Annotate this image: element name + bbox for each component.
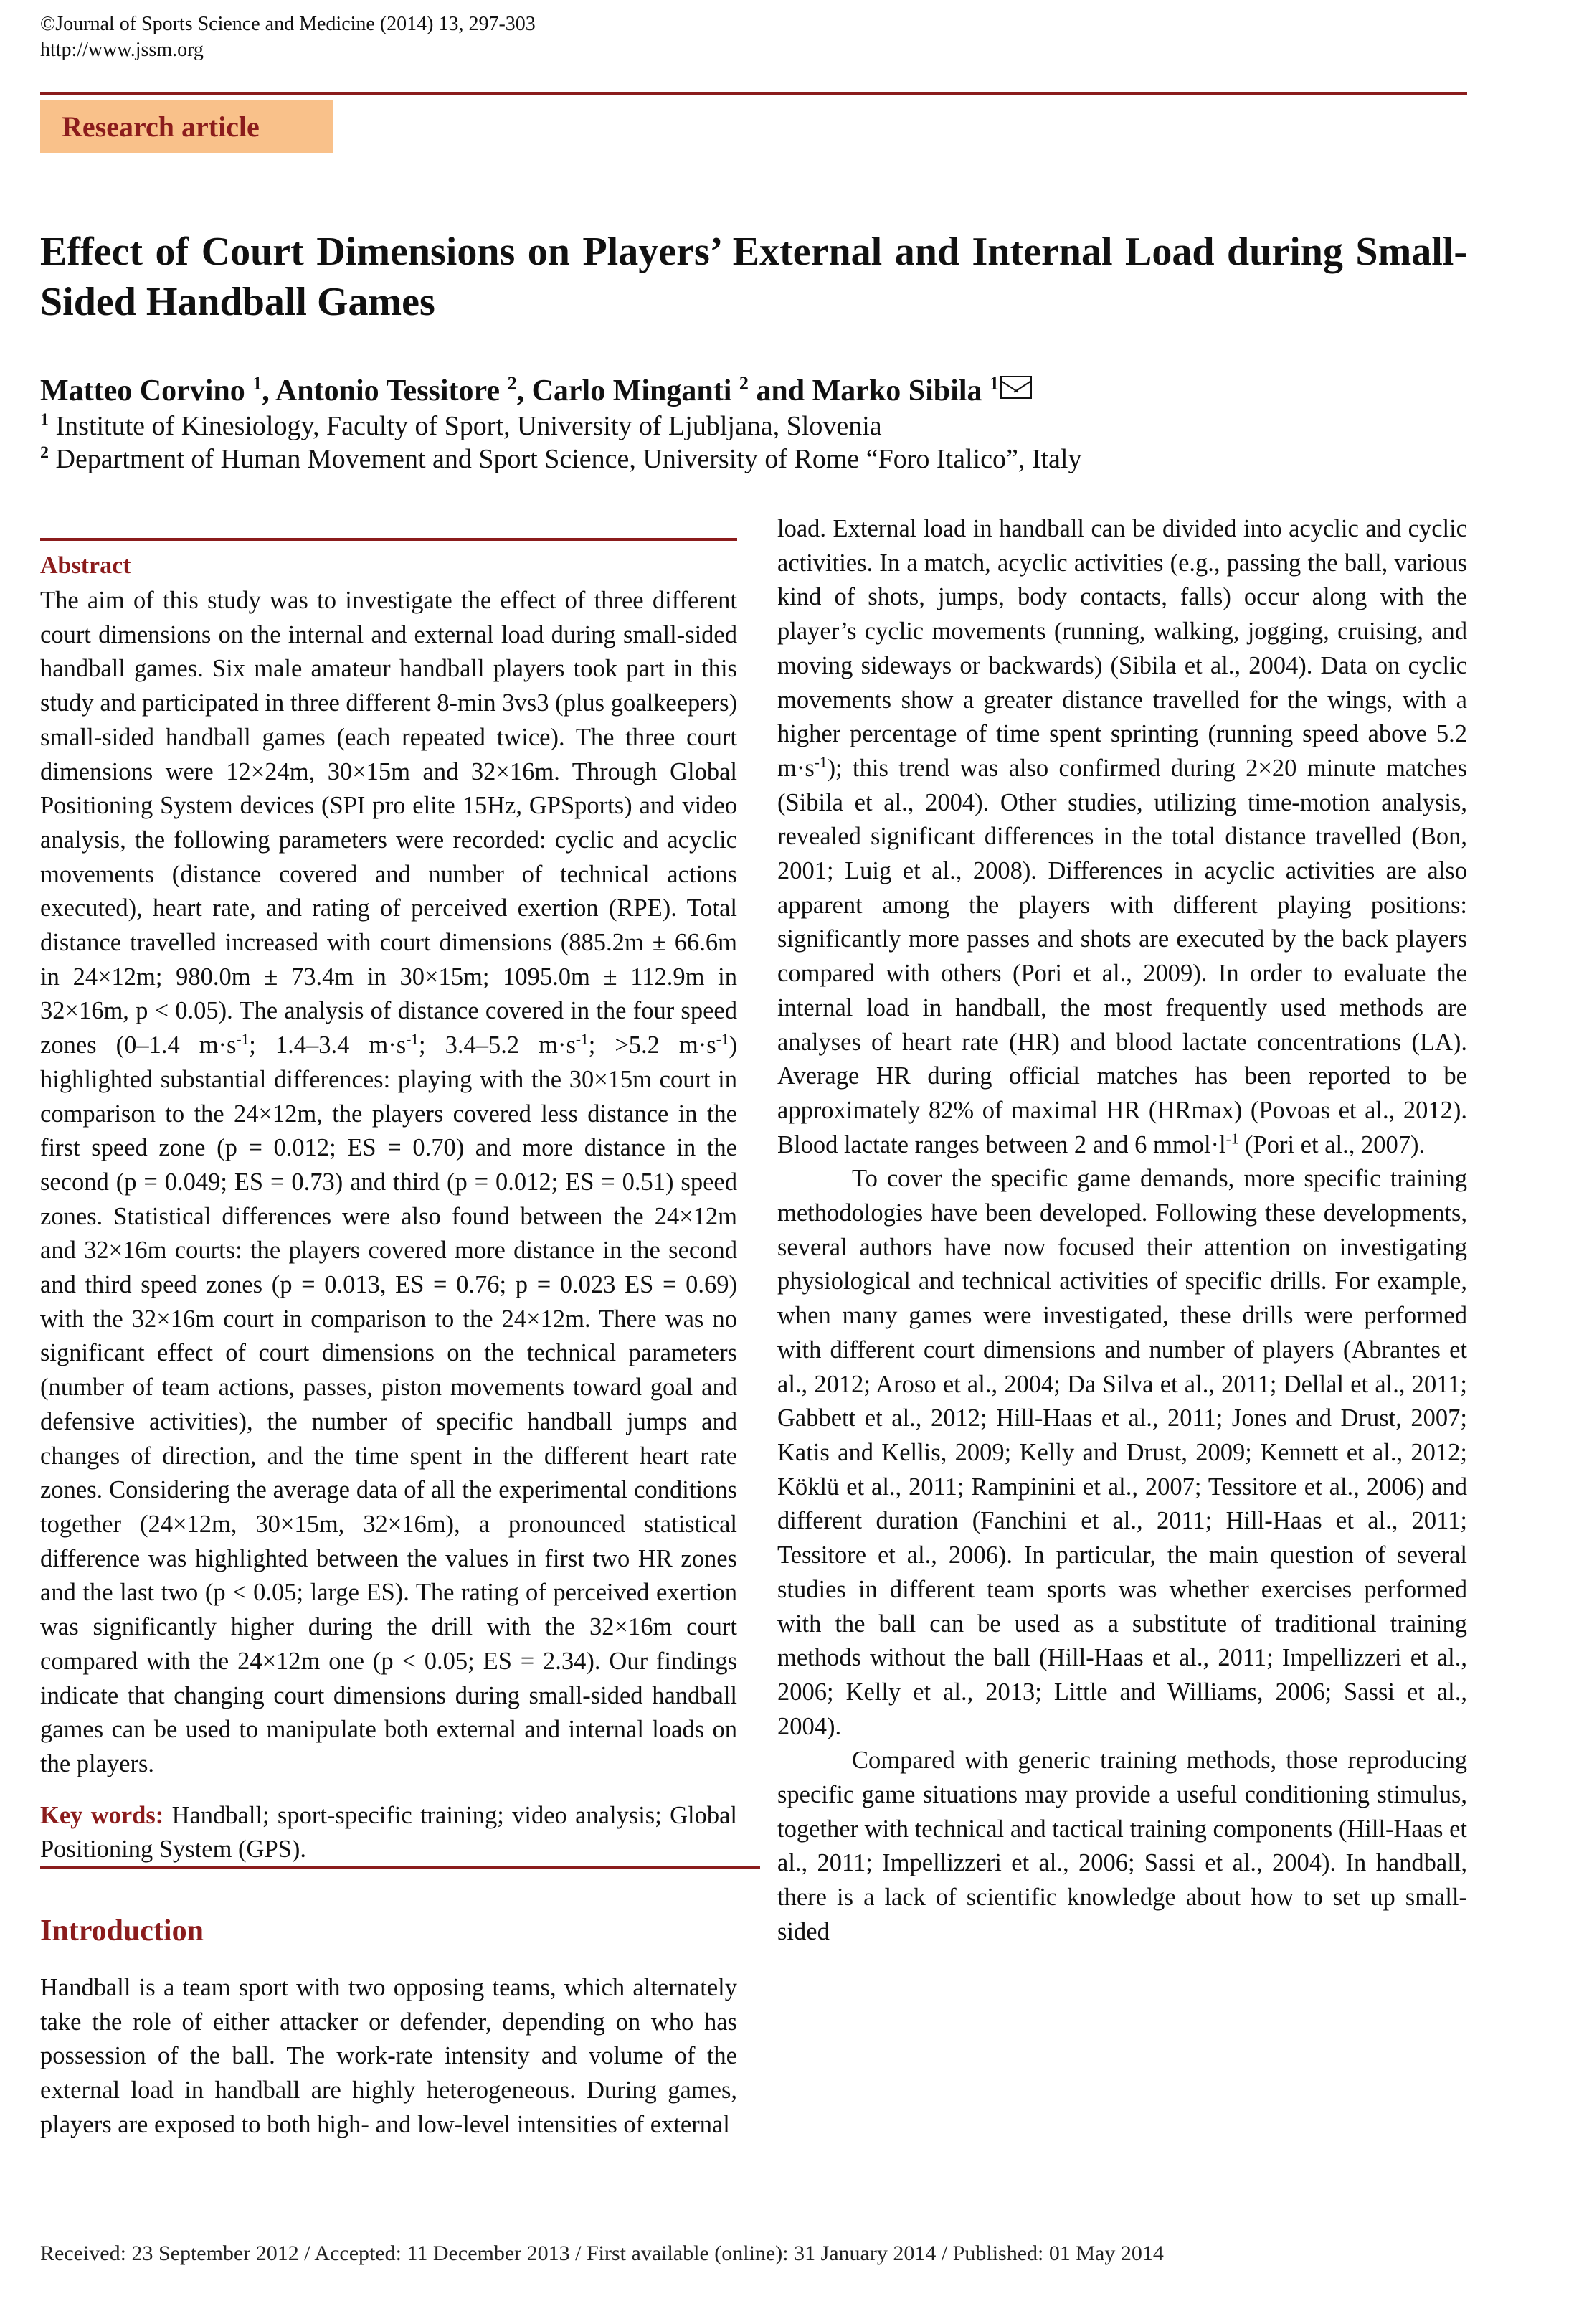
author-aff: 2 — [507, 373, 517, 394]
introduction-left-column — [40, 1971, 737, 2143]
author-list: Matteo Corvino $^1$, Antonio Tessitore $^2$, Carlo Minganti $^2$ and Marko Sibila $^1$ — [40, 373, 1032, 408]
author-aff: 1 — [252, 373, 262, 394]
abstract-heading: Abstract — [40, 552, 131, 579]
affiliation-number: 1 — [40, 410, 49, 430]
author-name: Matteo Corvino — [40, 374, 245, 407]
introduction-paragraph: Handball is a team sport with two opposing teams, which alternately take the role of either attacker or defender, depending on who has possession of the ball. The work-rate intensity and volume of the external load in handball are highly heterogeneous. During games, players are exposed to both high- and low-level intensities of external — [40, 1974, 737, 2138]
keywords-text: Handball; sport-specific training; video analysis; Global Positioning System (GPS). — [40, 1801, 738, 1864]
journal-citation: ©Journal of Sports Science and Medicine (2014) 13, 297-303 — [40, 13, 536, 35]
affiliation-text: Institute of Kinesiology, Faculty of Sport, University of Ljubljana, Slovenia — [55, 411, 882, 441]
affiliation-text: Department of Human Movement and Sport Science, University of Rome “Foro Italico”, Italy — [55, 444, 1082, 474]
journal-header — [40, 11, 536, 63]
introduction-paragraph: load. External load in handball can be divided into acyclic and cyclic activities. In a match, acyclic activities (e.g., passing the ball, various kind of shots, jumps, body contacts, falls) occur along with the player’s cyclic movements (running, walking, jogging, cruising, and moving sideways or backwards) (Sibila et al., 2004). Data on cyclic movements show a greater distance travelled for the wings, with a higher percentage of time spent sprinting (running speed above 5.2 $m\cdot s^{-1}$); this trend was also confirmed during 2×20 minute matches (Sibila et al., 2004). Other studies, utilizing time-motion analysis, revealed significant differences in the total distance travelled (Bon, 2001; Luig et al., 2008). Differences in acyclic activities are also apparent among the players with different playing positions: significantly more passes and shots are executed by the back players compared with others (Pori et al., 2009). In order to evaluate the internal load in handball, the most frequently used methods are analyses of heart rate (HR) and blood lactate concentrations (LA). Average HR during official matches has been reported to be approximately 82% of maximal HR (HRmax) (Povoas et al., 2012). Blood lactate ranges between 2 and 6 $mmol\cdot l^{-1}$ (Pori et al., 2007). — [777, 515, 1467, 1158]
introduction-heading: Introduction — [40, 1914, 204, 1947]
publication-dates: Received: 23 September 2012 / Accepted: 11 December 2013 / First available (online): 31 January 2014 / Published: 01 May 2014 — [40, 2242, 1164, 2265]
author-aff: 2 — [739, 373, 749, 394]
author-aff: 1 — [990, 373, 999, 394]
keywords-label: Key words: — [40, 1801, 164, 1829]
journal-url[interactable]: http://www.jssm.org — [40, 39, 204, 61]
affiliation-1 — [40, 410, 882, 442]
abstract-body — [40, 584, 737, 1867]
affiliation-number: 2 — [40, 443, 49, 463]
abstract-top-rule — [40, 538, 737, 541]
abstract-text: The aim of this study was to investigate the effect of three different court dimensions on the internal and external load during small-sided handball games. Six male amateur handball players took part in this study and participated in three different 8-min 3vs3 (plus goalkeepers) small-sided handball games (each repeated twice). The three court dimensions were 12×24m, 30×15m and 32×16m. Through Global Positioning System devices (SPI pro elite 15Hz, GPSports) and video analysis, the following parameters were recorded: cyclic and acyclic movements (distance covered and number of technical actions executed), heart rate, and rating of perceived exertion (RPE). Total distance travelled increased with court dimensions (885.2m ± 66.6m in 24×12m; 980.0m ± 73.4m in 30×15m; 1095.0m ± 112.9m in 32×16m, p < 0.05). The analysis of distance covered in the four speed zones (0–1.4 $m\cdot s^{-1}$; 1.4–3.4 $m\cdot s^{-1}$; 3.4–5.2 $m\cdot s^{-1}$; >5.2 $m\cdot s^{-1}$) highlighted substantial differences: playing with the 30×15m court in comparison to the 24×12m, the players covered less distance in the first speed zone (p = 0.012; ES = 0.70) and more distance in the second (p = 0.049; ES = 0.73) and third (p = 0.012; ES = 0.51) speed zones. Statistical differences were also found between the 24×12m and 32×16m courts: the players covered more distance in the second and third speed zones (p = 0.013, ES = 0.76; p = 0.023 ES = 0.69) with the 32×16m court in comparison to the 24×12m. There was no significant effect of court dimensions on the technical parameters (number of team actions, passes, piston movements toward goal and defensive activities), the number of specific handball jumps and changes of direction, and the time spent in the different heart rate zones. Considering the average data of all the experimental conditions together (24×12m, 30×15m, 32×16m), a pronounced statistical difference was highlighted between the values in first two HR zones and the last two (p < 0.05; large ES). The rating of perceived exertion was significantly higher during the drill with the 32×16m court compared with the 24×12m one (p < 0.05; ES = 2.34). Our findings indicate that changing court dimensions during small-sided handball games can be used to manipulate both external and internal loads on the players. — [40, 587, 737, 1777]
article-title: Effect of Court Dimensions on Players’ External and Internal Load during Small-Sided Handball Games — [40, 230, 1467, 324]
introduction-paragraph: To cover the specific game demands, more specific training methodologies have been developed. Following these developments, several authors have now focused their attention on investigating physiological and technical activities of specific drills. For example, when many games were investigated, these drills were performed with different court dimensions and number of players (Abrantes et al., 2012; Aroso et al., 2004; Da Silva et al., 2011; Dellal et al., 2011; Gabbett et al., 2012; Hill-Haas et al., 2011; Jones and Drust, 2007; Katis and Kellis, 2009; Kelly and Drust, 2009; Kennett et al., 2012; Köklü et al., 2011; Rampinini et al., 2007; Tessitore et al., 2006) and different duration (Fanchini et al., 2011; Hill-Haas et al., 2011; Tessitore et al., 2006). In particular, the main question of several studies in different team sports was whether exercises performed with the ball can be used as a substitute of traditional training methods without the ball (Hill-Haas et al., 2011; Impellizzeri et al., 2006; Kelly et al., 2013; Little and Williams, 2006; Sassi et al., 2004). — [777, 1165, 1467, 1740]
article-type-badge: Research article — [40, 100, 333, 153]
email-icon[interactable] — [1000, 376, 1032, 399]
abstract-bottom-rule — [40, 1866, 760, 1869]
author-name: Antonio Tessitore — [275, 374, 501, 407]
right-column — [777, 512, 1467, 1950]
keywords — [40, 1799, 737, 1867]
header-rule — [40, 92, 1467, 95]
author-name: Carlo Minganti — [531, 374, 732, 407]
affiliation-2 — [40, 443, 1081, 475]
author-name: Marko Sibila — [812, 374, 982, 407]
introduction-paragraph: Compared with generic training methods, those reproducing specific game situations may provide a useful conditioning stimulus, together with technical and tactical training components (Hill-Haas et al., 2011; Impellizzeri et al., 2006; Sassi et al., 2004). In handball, there is a lack of scientific knowledge about how to set up small-sided — [777, 1747, 1467, 1945]
